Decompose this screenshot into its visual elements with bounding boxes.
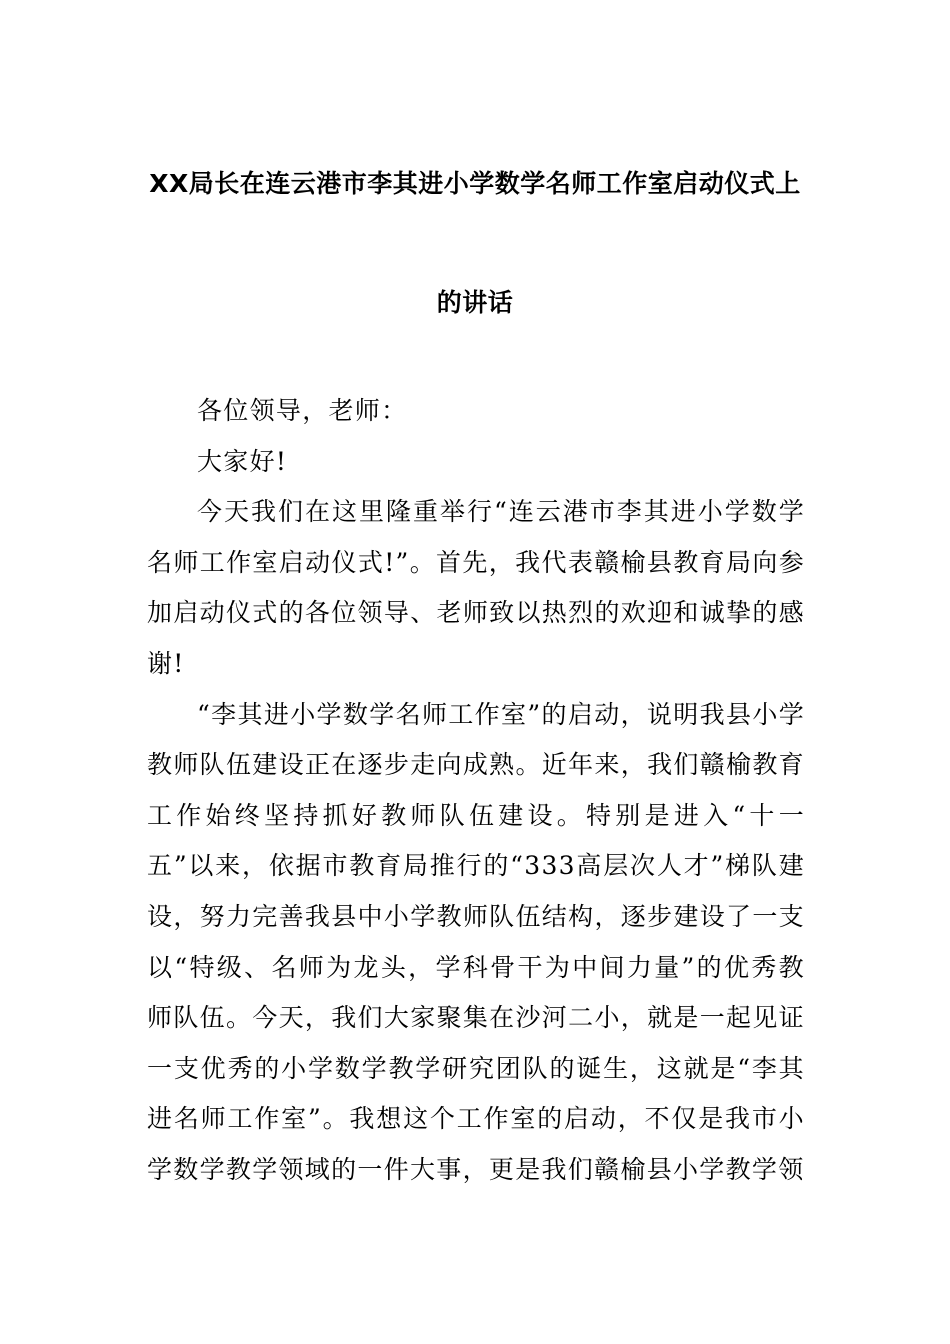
- document-title-line-2: 的讲话: [436, 288, 514, 317]
- salutation-paragraph: 各位领导，老师：: [197, 396, 408, 425]
- greeting-paragraph: 大家好!: [197, 446, 288, 476]
- document-title-line-1: XX局长在连云港市李其进小学数学名师工作室启动仪式上: [149, 169, 801, 198]
- body-paragraph: “李其进小学数学名师工作室”的启动，说明我县小学教师队伍建设正在逐步走向成熟。近年来，我们赣榆教育工作始终坚持抓好教师队伍建设。特别是进入“十一五”以来，依据市教育局推行的“333高层次人才”梯队建设，努力完善我县中小学教师队伍结构，逐步建设了一支以“特级、名师为龙头，学科骨干为中间力量”的优秀教师队伍。今天，我们大家聚集在沙河二小，就是一起见证一支优秀的小学数学教学研究团队的诞生，这就是“李其进名师工作室”。我想这个工作室的启动，不仅是我市小学数学教学领域的一件大事，更是我们赣榆县小学教学领: [147, 699, 805, 1184]
- body-paragraph: 今天我们在这里隆重举行“连云港市李其进小学数学名师工作室启动仪式!”。首先，我代表赣榆县教育局向参加启动仪式的各位领导、老师致以热烈的欢迎和诚挚的感谢!: [147, 497, 805, 678]
- document-body: [147, 386, 805, 1196]
